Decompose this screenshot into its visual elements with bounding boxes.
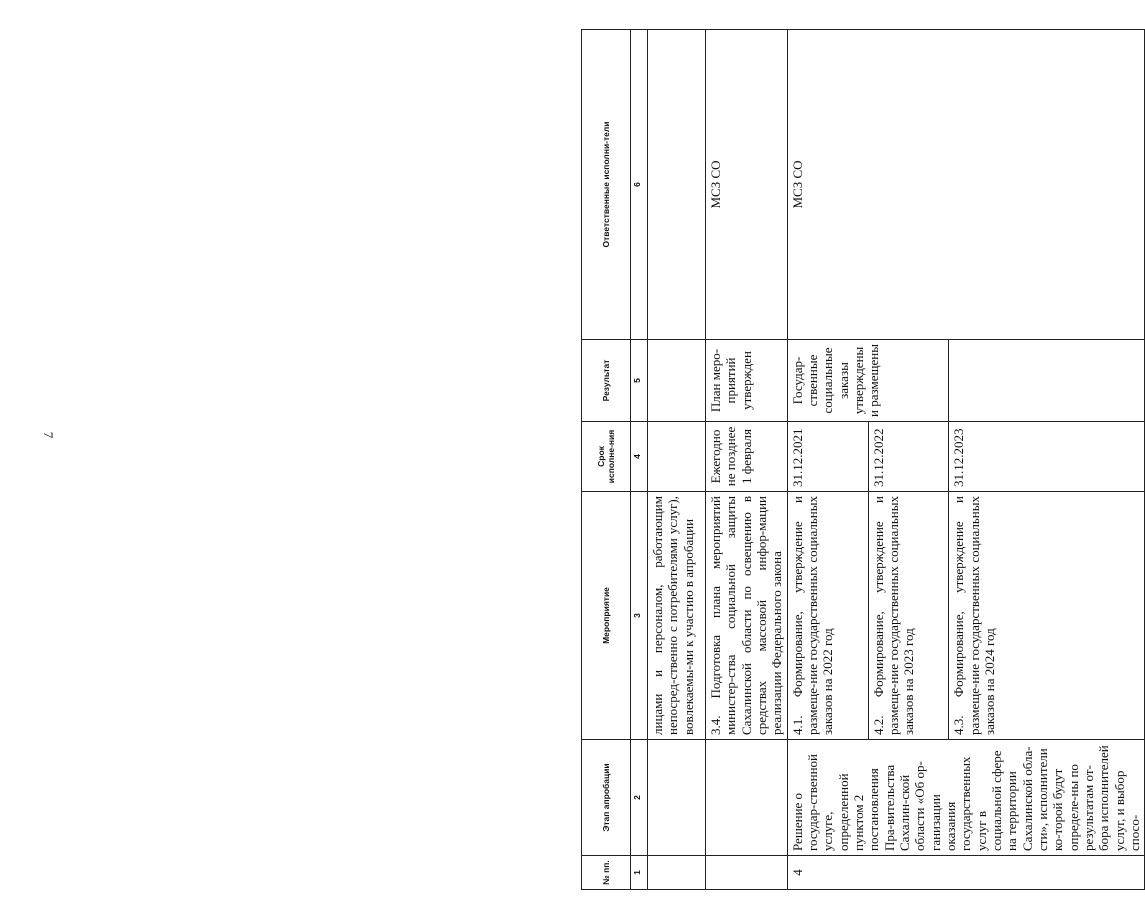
- cell-result: Государ-ственные социальные заказы утверждены и размещены: [787, 340, 949, 422]
- cell-stage: [706, 740, 788, 856]
- cell-num: 4: [787, 856, 1145, 890]
- cell-activity: лицами и персоналом, работающим непосред-ственно с потребителями услуг), вовлекаемы-ми к участию в апробации: [648, 492, 706, 740]
- page-number: 7: [41, 431, 56, 439]
- cell-deadline: Ежегодно не позднее 1 февраля: [706, 422, 788, 492]
- cell-result: [648, 340, 706, 422]
- column-number: 6: [631, 30, 648, 340]
- cell-activity: 3.4. Подготовка плана мероприятий министер-ства социальной защиты Сахалинской области по освещению в средствах массовой инфор-мации реализации Федерального закона: [706, 492, 788, 740]
- cell-num: [706, 856, 788, 890]
- approbation-table: [581, 29, 1145, 890]
- header-row: [582, 30, 631, 890]
- column-number: 5: [631, 340, 648, 422]
- cell-activity: 4.3. Формирование, утверждение и размеще-ние государственных социальных заказов на 2024 год: [949, 492, 1145, 740]
- header-responsible: Ответственные исполни-тели: [582, 30, 631, 340]
- cell-responsible: МСЗ СО: [706, 30, 788, 340]
- cell-responsible: МСЗ СО: [787, 30, 1145, 340]
- cell-stage: [648, 740, 706, 856]
- cell-result: План меро-приятий утвержден: [706, 340, 788, 422]
- column-number: 4: [631, 422, 648, 492]
- cell-num: [648, 856, 706, 890]
- rotated-page: [581, 30, 1142, 890]
- header-deadline: Срок исполне-ния: [582, 422, 631, 492]
- table-row: [648, 30, 706, 890]
- table-row: [706, 30, 788, 890]
- cell-activity: 4.1. Формирование, утверждение и размеще-ние государственных социальных заказов на 2022 год: [787, 492, 868, 740]
- cell-deadline: 31.12.2021: [787, 422, 868, 492]
- header-result: Результат: [582, 340, 631, 422]
- column-number-row: [631, 30, 648, 890]
- column-number: 1: [631, 856, 648, 890]
- header-num: № пп.: [582, 856, 631, 890]
- cell-responsible: [648, 30, 706, 340]
- cell-deadline: 31.12.2023: [949, 422, 1145, 492]
- cell-deadline: 31.12.2022: [868, 422, 949, 492]
- header-activity: Мероприятие: [582, 492, 631, 740]
- header-stage: Этап апробации: [582, 740, 631, 856]
- column-number: 3: [631, 492, 648, 740]
- table-row: [787, 30, 868, 890]
- cell-activity: 4.2. Формирование, утверждение и размеще-ние государственных социальных заказов на 2023 год: [868, 492, 949, 740]
- cell-result: [949, 340, 1145, 422]
- cell-deadline: [648, 422, 706, 492]
- column-number: 2: [631, 740, 648, 856]
- cell-stage: Решение о государ-ственной услуге, определенной пунктом 2 постановления Пра-вительства Сахалин-ской области «Об ор-ганизации оказания государственных услуг в социальной сфере на территории Сахалинской обла-сти», исполнители ко-торой будут определе-ны по результатам от-бора исполнителей услуг, и выбор спосо-: [787, 740, 1145, 856]
